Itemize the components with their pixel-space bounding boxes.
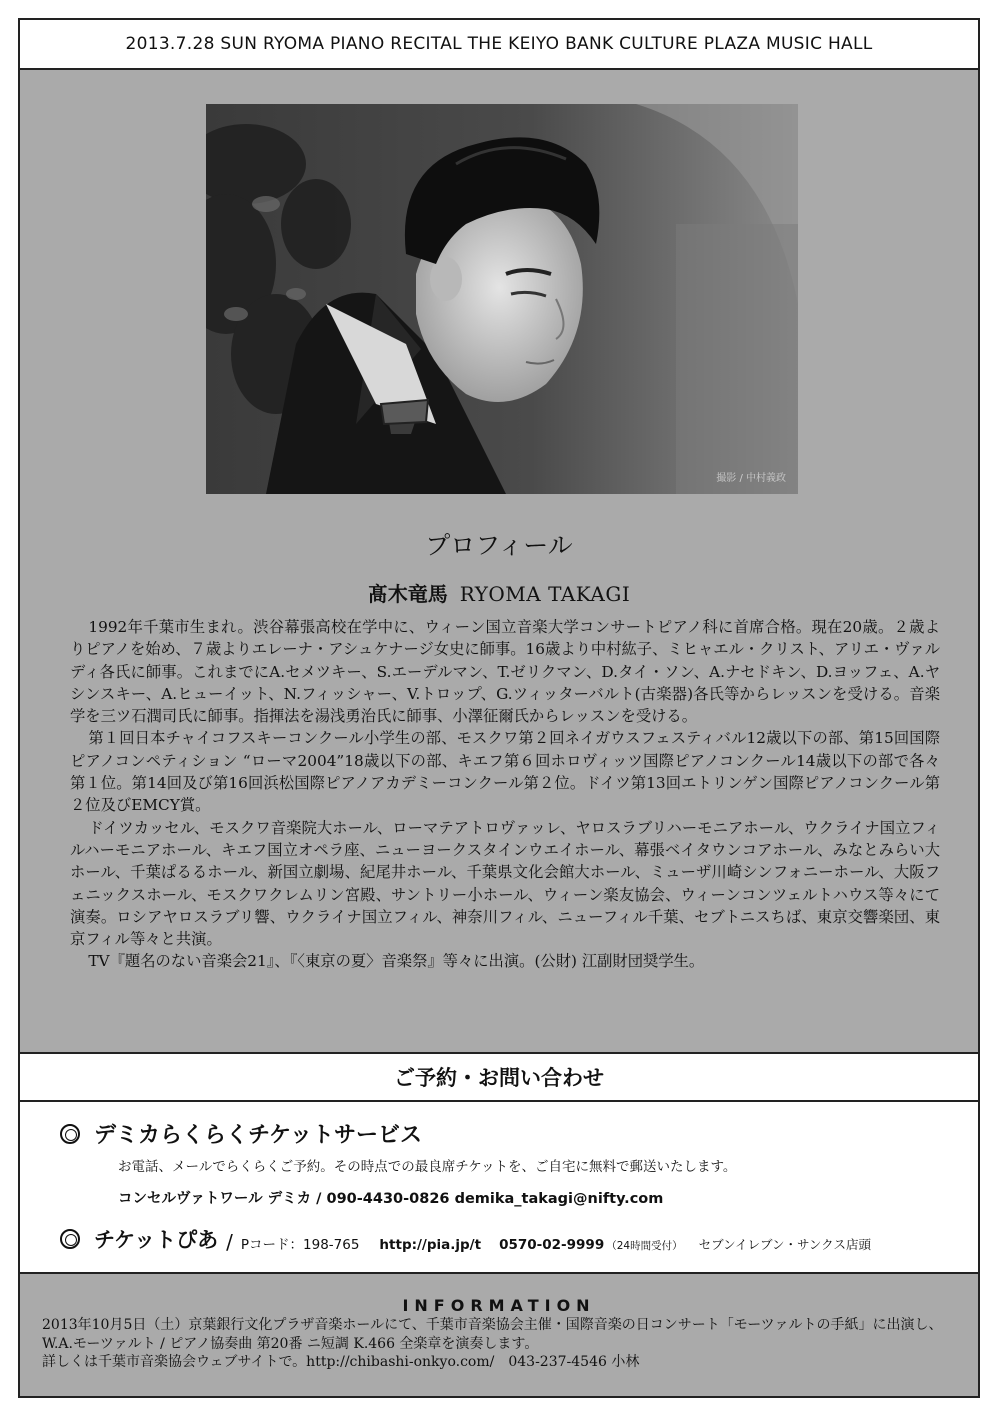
information-line: 2013年10月5日（土）京葉銀行文化プラザ音楽ホールにて、千葉市音楽協会主催・国際音楽の日コンサート「モーツァルトの手紙」に出演し、W.A.モーツァルト / ピアノ協奏曲 第20番 ニ短調 K.466 全楽章を演奏します。 xyxy=(42,1317,943,1352)
demika-description: お電話、メールでらくらくご予約。その時点での最良席チケットを、ご自宅に無料で郵送いたします。 xyxy=(118,1159,737,1175)
pia-title-row xyxy=(60,1224,218,1254)
information-text xyxy=(42,1316,952,1372)
profile-heading: プロフィール xyxy=(425,531,573,560)
information-line: 詳しくは千葉市音楽協会ウェブサイトで。http://chibashi-onkyo.com/ 043-237-4546 小林 xyxy=(42,1354,640,1370)
pia-phone[interactable]: 0570-02-9999 xyxy=(499,1237,605,1253)
ticket-pia-service xyxy=(60,1224,871,1254)
contact-section xyxy=(18,1052,980,1274)
pia-row xyxy=(60,1224,871,1254)
bio-paragraph: 1992年千葉市生まれ。渋谷幕張高校在学中に、ウィーン国立音楽大学コンサートピアノ科に首席合格。現在20歳。２歳よりピアノを始め、７歳よりエレーナ・アシュケナージ女史に師事。16歳より中村紘子、ミヒャエル・クリスト、アリエ・ヴァルディ各氏に師事。これまでにA.セメツキー、S.エーデルマン、T.ゼリクマン、D.タイ・ソン、A.ナセドキン、D.ヨッフェ、A.ヤシンスキー、A.ヒューイット、N.フィッシャー、V.トロップ、G.ツィッターバルト(古楽器)各氏等からレッスンを受ける。音楽学を三ツ石潤司氏に師事。指揮法を湯浅勇治氏に師事、小澤征爾氏からレッスンを受ける。 xyxy=(70,618,940,726)
biography xyxy=(70,616,940,973)
artist-name-japanese: 髙木竜馬 xyxy=(367,582,448,606)
artist-name xyxy=(20,578,978,607)
pia-stores: セブンイレブン・サンクス店頭 xyxy=(698,1237,871,1252)
pianist-photo xyxy=(206,104,798,494)
artist-name-latin: RYOMA TAKAGI xyxy=(459,582,631,606)
demika-contact-line[interactable]: コンセルヴァトワール デミカ / 090-4430-0826 demika_takagi@nifty.com xyxy=(118,1191,664,1207)
double-circle-icon xyxy=(60,1229,80,1249)
pia-pcode: Pコード：198-765 xyxy=(240,1237,360,1253)
demika-title: デミカらくらくチケットサービス xyxy=(94,1123,423,1148)
header-bar xyxy=(18,18,980,70)
bio-paragraph: 第１回日本チャイコフスキーコンクール小学生の部、モスクワ第２回ネイガウスフェスティバル12歳以下の部、第15回国際ピアノコンペティション “ローマ2004”18歳以下の部、キエフ第６回ホロヴィッツ国際ピアノコンクール14歳以下の部で各々第１位。第14回及び第16回浜松国際ピアノアカデミーコンクール第２位。ドイツ第13回エトリンゲン国際ピアノコンクール第２位及びEMCY賞。 xyxy=(70,729,940,815)
pia-separator: / xyxy=(226,1230,233,1254)
pia-url[interactable]: http://pia.jp/t xyxy=(379,1237,482,1253)
demika-title-row xyxy=(60,1118,736,1149)
information-title: INFORMATION xyxy=(402,1296,596,1315)
double-circle-icon xyxy=(60,1124,80,1144)
event-header-text: 2013.7.28 SUN RYOMA PIANO RECITAL THE KEIYO BANK CULTURE PLAZA MUSIC HALL xyxy=(125,34,873,54)
bio-paragraph: ドイツカッセル、モスクワ音楽院大ホール、ローマテアトロヴァッレ、ヤロスラブリハーモニアホール、ウクライナ国立フィルハーモニアホール、キエフ国立オペラ座、ニューヨークスタインウエイホール、幕張ベイタウンコアホール、みなとみらい大ホール、千葉ぱるるホール、新国立劇場、紀尾井ホール、千葉県文化会館大ホール、ミューザ川崎シンフォニーホール、大阪フェニックスホール、モスクワクレムリン宮殿、サントリー小ホール、ウィーン楽友協会、ウィーンコンツェルトハウス等々にて演奏。ロシアヤロスラブリ響、ウクライナ国立フィル、神奈川フィル、ニューフィル千葉、セブトニスちば、東京交響楽団、東京フィル等々と共演。 xyxy=(70,818,940,949)
flyer-page xyxy=(18,18,980,1398)
pia-title: チケットぴあ xyxy=(94,1228,219,1252)
contact-title: ご予約・お問い合わせ xyxy=(20,1054,978,1102)
demika-ticket-service xyxy=(60,1118,736,1208)
information-section xyxy=(18,1274,980,1398)
photo-credit: 撮影 / 中村義政 xyxy=(716,473,786,484)
pianist-photo-illustration xyxy=(206,104,798,494)
pia-hours: （24時間受付） xyxy=(606,1240,683,1252)
profile-section xyxy=(18,70,980,1070)
bio-paragraph: TV『題名のない音楽会21』、『〈東京の夏〉音楽祭』等々に出演。(公財) 江副財団奨学生。 xyxy=(88,952,705,971)
